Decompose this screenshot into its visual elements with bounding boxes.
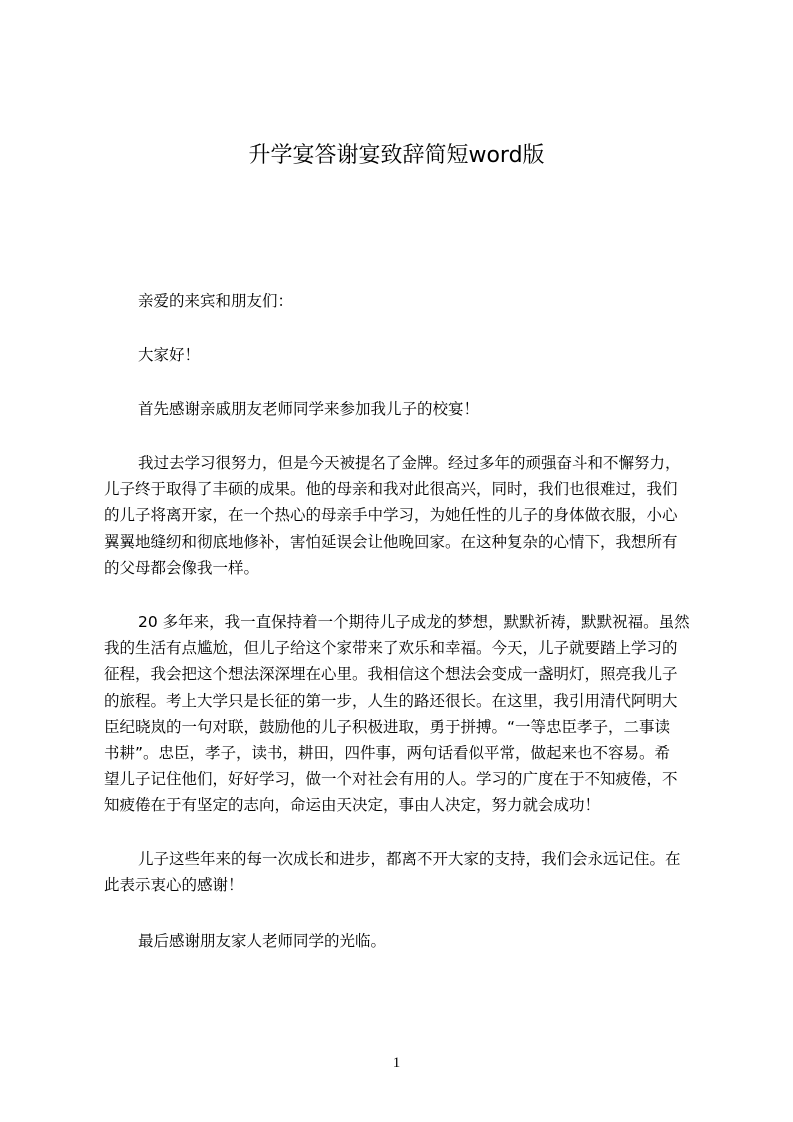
- text-line: 我过去学习很努力，但是今天被提名了金牌。经过多年的顽强奋斗和不懈努力，: [138, 454, 681, 472]
- text-line: 的旅程。考上大学只是长征的第一步，人生的路还很长。在这里，我引用清代阿明大: [104, 691, 678, 710]
- text-line: 大家好！: [138, 346, 201, 364]
- paragraph: [104, 928, 702, 954]
- text-line: 20 多年来，我一直保持着一个期待儿子成龙的梦想，默默祈祷，默默祝福。虽然: [138, 613, 690, 631]
- text-line: 此表示衷心的感谢！: [104, 876, 244, 895]
- text-line: 亲爱的来宾和朋友们：: [138, 292, 294, 310]
- text-line: 首先感谢亲戚朋友老师同学来参加我儿子的校宴！: [138, 400, 480, 418]
- text-line: 知疲倦在于有坚定的志向，命运由天决定，事由人决定，努力就会成功！: [104, 796, 601, 815]
- text-line: 书耕”。忠臣，孝子，读书，耕田，四件事，两句话看似平常，做起来也不容易。希: [104, 743, 671, 762]
- paragraph: [104, 396, 702, 422]
- text-line: 儿子终于取得了丰硕的成果。他的母亲和我对此很高兴，同时，我们也很难过，我们: [104, 480, 678, 499]
- text-line: 翼翼地缝纫和彻底地修补，害怕延误会让他晚回家。在这种复杂的心情下，我想所有: [104, 532, 678, 551]
- document-title: 升学宴答谢宴致辞简短word版: [248, 143, 545, 168]
- text-line: 儿子这些年来的每一次成长和进步，都离不开大家的支持，我们会永远记住。在: [138, 850, 681, 868]
- text-line: 望儿子记住他们，好好学习，做一个对社会有用的人。学习的广度在于不知疲倦，不: [104, 770, 678, 789]
- page-number: 1: [392, 1055, 401, 1071]
- text-line: 的儿子将离开家，在一个热心的母亲手中学习，为她任性的儿子的身体做衣服，小心: [104, 506, 678, 525]
- paragraph: [104, 342, 702, 368]
- text-line: 最后感谢朋友家人老师同学的光临。: [138, 932, 387, 950]
- paragraph: [104, 450, 702, 581]
- text-line: 臣纪晓岚的一句对联，鼓励他的儿子积极进取，勇于拼搏。“一等忠臣孝子，二事读: [104, 717, 671, 736]
- text-line: 我的生活有点尴尬，但儿子给这个家带来了欢乐和幸福。今天，儿子就要踏上学习的: [104, 639, 678, 658]
- text-line: 的父母都会像我一样。: [104, 558, 260, 577]
- paragraph: [104, 846, 702, 898]
- text-line: 征程，我会把这个想法深深埋在心里。我相信这个想法会变成一盏明灯，照亮我儿子: [104, 665, 678, 684]
- paragraph: [104, 288, 702, 314]
- paragraph: [104, 609, 702, 819]
